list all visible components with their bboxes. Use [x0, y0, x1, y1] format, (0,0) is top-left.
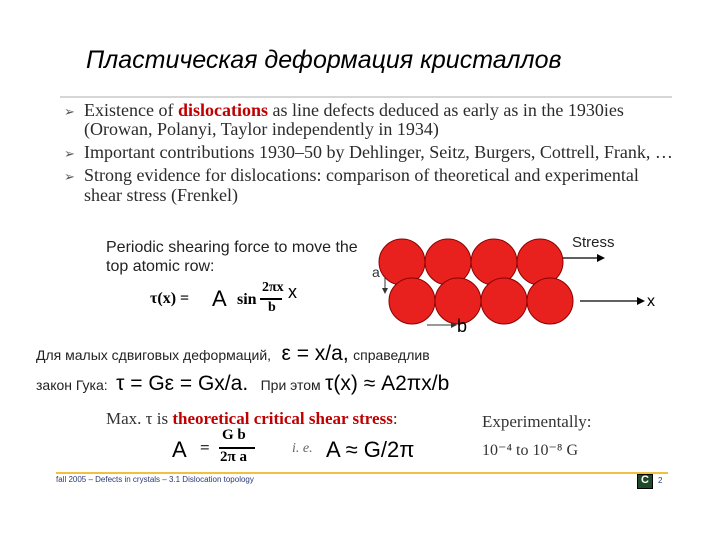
page-title: Пластическая деформация кристаллов: [86, 46, 562, 74]
footer-divider: [56, 472, 668, 474]
stress-approx-formula: τ(x) ≈ A2πx/b: [325, 372, 450, 395]
title-divider: [60, 96, 672, 98]
formula1-denominator: b: [268, 300, 276, 315]
max-tau-prefix: Max. τ is: [106, 409, 173, 428]
formula1-x: x: [288, 282, 297, 302]
bullet-1-line2: (Orowan, Polanyi, Taylor independently in 1934): [84, 119, 439, 139]
formula1-sin: sin: [237, 291, 257, 308]
atom-diagram: [355, 228, 675, 340]
formula1-lhs: τ(x) =: [150, 290, 190, 307]
bullet-arrow-icon: ➢: [64, 104, 75, 119]
atom: [527, 278, 573, 324]
formula2-denominator: 2π a: [220, 449, 247, 465]
max-tau-highlight: theoretical critical shear stress: [172, 409, 393, 428]
periodic-line-1: Periodic shearing force to move the: [106, 239, 358, 256]
bullet-3-line2: shear stress (Frenkel): [84, 185, 238, 205]
formula2-a: A: [172, 437, 187, 462]
atom: [379, 239, 425, 285]
atom: [389, 278, 435, 324]
atom: [481, 278, 527, 324]
bullet-arrow-icon: ➢: [64, 146, 75, 161]
formula1-a: A: [212, 286, 227, 311]
atom: [425, 239, 471, 285]
max-tau-line: [106, 409, 398, 429]
stress-label: Stress: [572, 234, 615, 251]
formula2-numerator: G b: [222, 427, 246, 443]
formula2-ie: i. e.: [292, 441, 313, 456]
formula2-eq: =: [200, 438, 210, 457]
russian-line-1: [36, 342, 430, 366]
bullet-arrow-icon: ➢: [64, 169, 75, 184]
bullet-1-text: Existence of: [84, 100, 178, 120]
russian-line-2-mid: При этом: [260, 377, 321, 393]
periodic-line-2: top atomic row:: [106, 258, 215, 275]
hooke-formula: τ = Gε = Gx/a.: [116, 372, 249, 395]
bullet-3: Strong evidence for dislocations: comparison of theoretical and experimental: [84, 165, 639, 185]
a-label: a: [372, 264, 380, 280]
russian-line-1-end: справедлив: [353, 347, 430, 363]
b-label: b: [457, 316, 468, 336]
stress-arrow: [563, 254, 605, 262]
russian-line-1-text: Для малых сдвиговых деформаций,: [36, 347, 272, 363]
footer-text: fall 2005 – Defects in crystals – 3.1 Dislocation topology: [56, 475, 254, 484]
bullet-1-text-end: as line defects deduced as early as in the 1930ies: [268, 100, 624, 120]
russian-line-2: [36, 372, 449, 396]
experimental-label: Experimentally:: [482, 412, 592, 431]
bullet-2: Important contributions 1930–50 by Dehlinger, Seitz, Burgers, Cottrell, Frank, …: [84, 142, 673, 162]
formula1-numerator: 2πx: [262, 280, 284, 295]
b-dimension-arrow: [427, 322, 457, 328]
x-arrow: [580, 297, 645, 305]
russian-line-2-text: закон Гука:: [36, 377, 108, 393]
logo-icon: C: [637, 474, 653, 489]
atom: [471, 239, 517, 285]
atom-rows: [379, 239, 573, 324]
formula2-result: A ≈ G/2π: [326, 437, 415, 462]
atom: [517, 239, 563, 285]
x-axis-label: x: [647, 293, 655, 310]
max-tau-suffix: :: [392, 409, 398, 428]
bullet-1: [84, 101, 624, 120]
page-number: 2: [658, 476, 663, 485]
bullet-1-highlight: dislocations: [177, 100, 268, 120]
experimental-value: 10⁻⁴ to 10⁻⁸ G: [482, 442, 579, 459]
strain-formula: ε = x/a,: [281, 342, 349, 365]
